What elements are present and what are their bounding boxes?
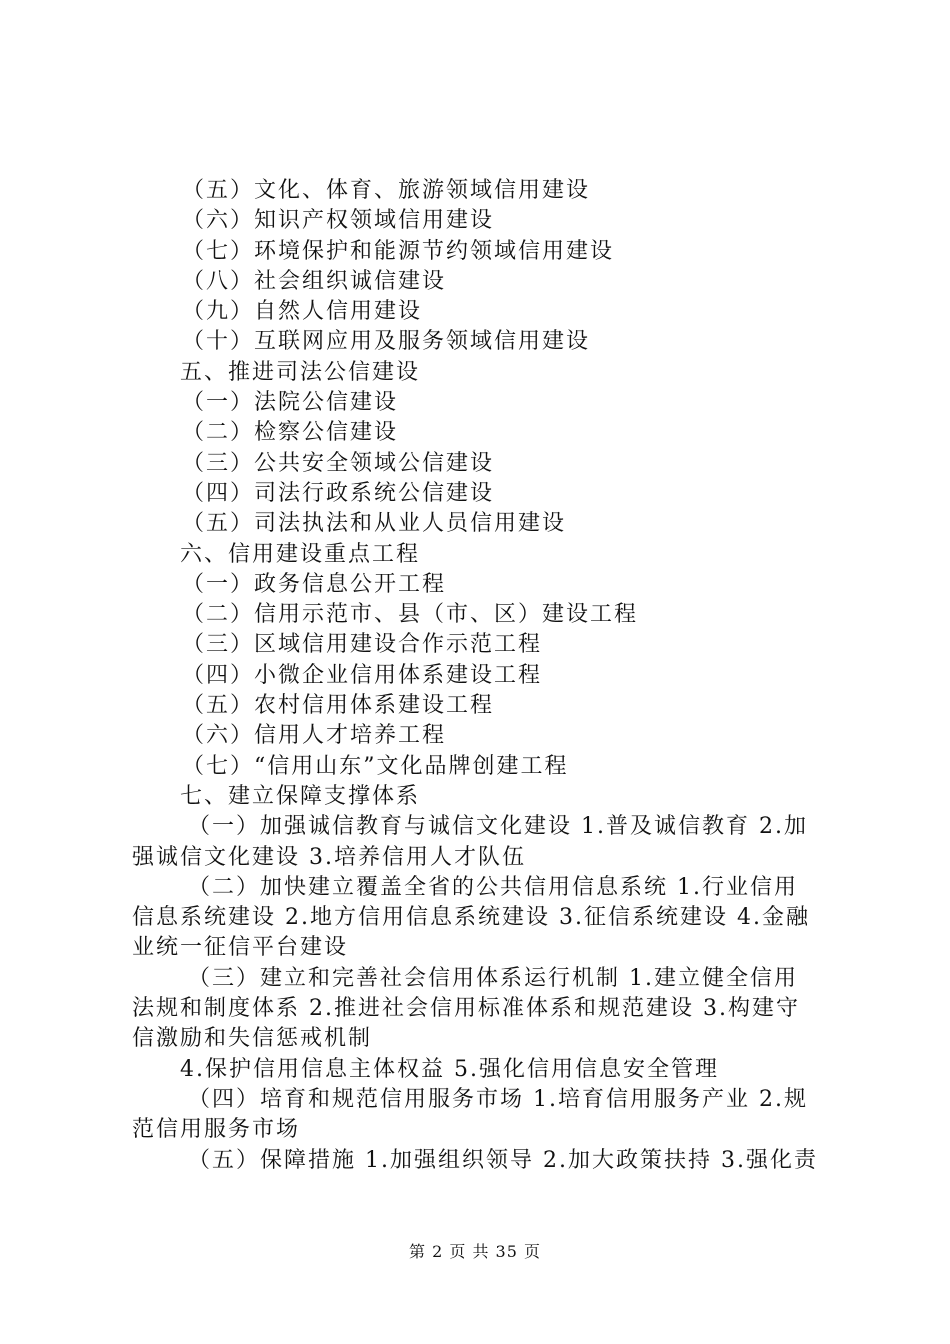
text-line: （七）“信用山东”文化品牌创建工程 bbox=[182, 753, 569, 779]
text-line: （四）小微企业信用体系建设工程 bbox=[182, 662, 543, 688]
document-body bbox=[132, 176, 832, 1176]
text-line: （六）知识产权领域信用建设 bbox=[182, 208, 495, 234]
section-heading: 七、建立保障支撑体系 bbox=[180, 783, 421, 809]
text-line: 业统一征信平台建设 bbox=[132, 935, 349, 961]
text-line: 4.保护信用信息主体权益 5.强化信用信息安全管理 bbox=[180, 1056, 719, 1082]
text-line: 强诚信文化建设 3.培养信用人才队伍 bbox=[132, 844, 526, 870]
text-line: （四）司法行政系统公信建设 bbox=[182, 480, 495, 506]
text-line: （三）区域信用建设合作示范工程 bbox=[182, 632, 543, 658]
text-line: （三）公共安全领域公信建设 bbox=[182, 450, 495, 476]
section-heading: 六、信用建设重点工程 bbox=[180, 541, 421, 567]
text-line: （七）环境保护和能源节约领域信用建设 bbox=[182, 238, 615, 264]
page-footer: 第 2 页 共 35 页 bbox=[409, 1242, 541, 1261]
text-line: （一）政务信息公开工程 bbox=[182, 571, 447, 597]
text-line: （五）司法执法和从业人员信用建设 bbox=[182, 511, 567, 537]
text-line: （一）法院公信建设 bbox=[182, 390, 399, 416]
text-line: （二）检察公信建设 bbox=[182, 420, 399, 446]
text-line: （六）信用人才培养工程 bbox=[182, 723, 447, 749]
text-line: （三）建立和完善社会信用体系运行机制 1.建立健全信用 bbox=[188, 965, 798, 991]
text-line: （八）社会组织诚信建设 bbox=[182, 268, 447, 294]
text-line: （九）自然人信用建设 bbox=[182, 299, 423, 325]
text-line: （二）加快建立覆盖全省的公共信用信息系统 1.行业信用 bbox=[188, 874, 798, 900]
text-line: 信激励和失信惩戒机制 bbox=[132, 1026, 373, 1052]
text-line: 信息系统建设 2.地方信用信息系统建设 3.征信系统建设 4.金融 bbox=[132, 905, 810, 931]
text-line: （四）培育和规范信用服务市场 1.培育信用服务产业 2.规 bbox=[188, 1086, 808, 1112]
text-line: 法规和制度体系 2.推进社会信用标准体系和规范建设 3.构建守 bbox=[132, 996, 800, 1022]
text-line: （一）加强诚信教育与诚信文化建设 1.普及诚信教育 2.加 bbox=[188, 814, 808, 840]
text-line: （二）信用示范市、县（市、区）建设工程 bbox=[182, 602, 639, 628]
text-line: 范信用服务市场 bbox=[132, 1117, 301, 1143]
text-line: （五）文化、体育、旅游领域信用建设 bbox=[182, 178, 591, 203]
text-line: （十）互联网应用及服务领域信用建设 bbox=[182, 329, 591, 355]
text-line: （五）保障措施 1.加强组织领导 2.加大政策扶持 3.强化责 bbox=[188, 1147, 818, 1173]
section-heading: 五、推进司法公信建设 bbox=[180, 359, 421, 385]
text-line: （五）农村信用体系建设工程 bbox=[182, 693, 495, 719]
